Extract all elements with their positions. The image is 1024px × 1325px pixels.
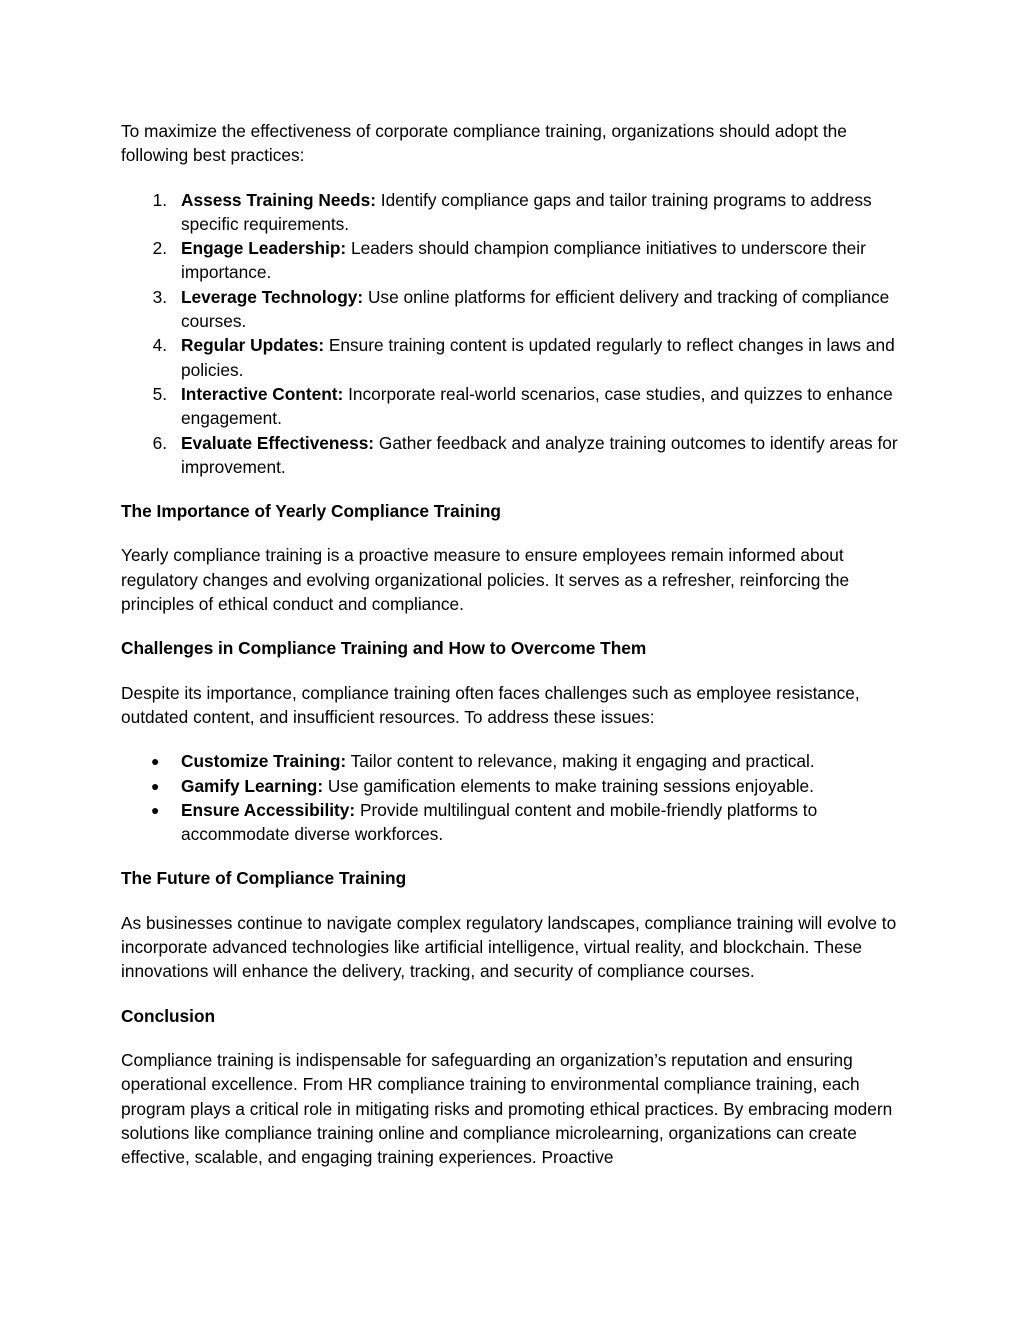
list-item-text: Tailor content to relevance, making it engaging and practical. [346, 751, 815, 772]
list-number: 1. [152, 189, 167, 210]
list-item-text: Ensure training content is updated regularly to reflect changes in laws and policies. [181, 335, 895, 380]
list-item-text: Incorporate real-world scenarios, case studies, and quizzes to enhance engagement. [181, 383, 893, 429]
section-heading-challenges: Challenges in Compliance Training and How to Overcome Them [121, 638, 647, 659]
list-item-term: Gamify Learning: [181, 775, 324, 796]
list-number: 6. [152, 432, 167, 453]
list-number: 2. [152, 238, 167, 259]
list-item-term: Customize Training: [181, 751, 347, 772]
intro-paragraph: To maximize the effectiveness of corporate compliance training, organizations should adopt the following best practices: [121, 121, 847, 166]
list-item-text: Identify compliance gaps and tailor training programs to address specific requirements. [181, 189, 872, 234]
list-item-term: Engage Leadership: [181, 238, 347, 259]
list-item-term: Evaluate Effectiveness: [181, 432, 375, 453]
best-practices-list [121, 188, 911, 480]
list-number: 5. [152, 383, 167, 404]
section-heading-future: The Future of Compliance Training [121, 868, 407, 889]
section-body-conclusion: Compliance training is indispensable for safeguarding an organization’s reputation and ensuring operational excellence. From HR compliance training to environmental compliance training, each program plays a critical role in mitigating risks and promoting ethical practices. By embracing modern solutions like compliance training online and compliance microlearning, organizations can create effective, scalable, and engaging training experiences. Proactive [121, 1049, 893, 1168]
list-number: 3. [152, 286, 167, 307]
list-item-term: Interactive Content: [181, 383, 344, 404]
list-item-term: Assess Training Needs: [181, 189, 376, 210]
bullet-icon: ● [151, 753, 160, 770]
document-page [121, 119, 911, 1189]
section-body-future: As businesses continue to navigate complex regulatory landscapes, compliance training will evolve to incorporate advanced technologies like artificial intelligence, virtual reality, and blockchain. These innovations will enhance the delivery, tracking, and security of compliance courses. [121, 912, 897, 982]
list-item-text: Provide multilingual content and mobile-friendly platforms to accommodate diverse workforces. [181, 799, 818, 845]
list-item [121, 236, 911, 285]
list-number: 4. [152, 335, 167, 356]
list-item-term: Regular Updates: [181, 335, 325, 356]
list-item-text: Use gamification elements to make training sessions enjoyable. [323, 775, 814, 796]
list-item-text: Leaders should champion compliance initiatives to underscore their importance. [181, 238, 866, 283]
section-body-yearly: Yearly compliance training is a proactive measure to ensure employees remain informed about regulatory changes and evolving organizational policies. It serves as a refresher, reinforcing the principles of ethical conduct and compliance. [121, 545, 850, 615]
list-item-text: Gather feedback and analyze training outcomes to identify areas for improvement. [181, 432, 898, 477]
list-item-term: Ensure Accessibility: [181, 799, 356, 820]
list-item [121, 382, 911, 431]
section-heading-conclusion: Conclusion [121, 1005, 216, 1026]
bullet-icon: ● [151, 801, 160, 818]
list-item [121, 749, 911, 773]
list-item [121, 431, 911, 480]
list-item-term: Leverage Technology: [181, 286, 364, 307]
list-item [121, 333, 911, 382]
list-item-text: Use online platforms for efficient delivery and tracking of compliance courses. [181, 286, 890, 332]
section-body-challenges: Despite its importance, compliance training often faces challenges such as employee resistance, outdated content, and insufficient resources. To address these issues: [121, 682, 860, 727]
bullet-icon: ● [151, 777, 160, 794]
list-item [121, 285, 911, 334]
challenges-bullet-list [121, 749, 911, 846]
list-item [121, 774, 911, 798]
list-item [121, 798, 911, 847]
list-item [121, 188, 911, 237]
section-heading-yearly: The Importance of Yearly Compliance Training [121, 501, 501, 522]
